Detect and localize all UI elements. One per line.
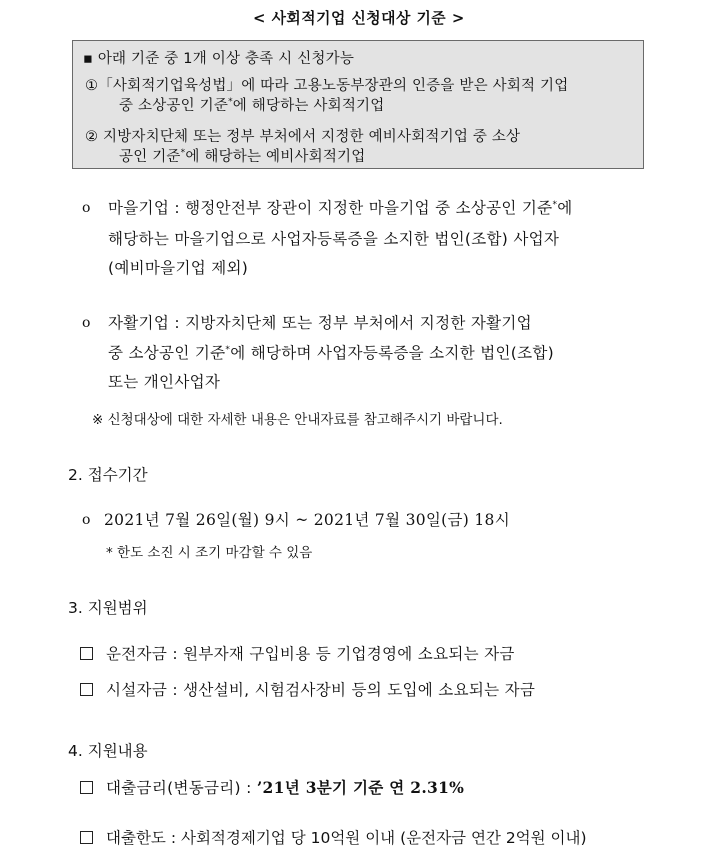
criteria-item-2-line-1: ② 지방자치단체 또는 정부 부처에서 지정한 예비사회적기업 중 소상	[85, 129, 521, 145]
criteria-item-1-text-b: 에 해당하는 사회적기업	[232, 98, 385, 114]
checkbox-square-icon	[80, 647, 93, 660]
checkbox-square-icon	[80, 781, 93, 794]
village-text-b: 에	[557, 199, 573, 217]
criteria-item-1-line-2	[119, 94, 384, 115]
asterisk-mark: *	[228, 97, 233, 107]
section-4-heading: 4. 지원내용	[68, 742, 148, 760]
support-scope-item: 시설자금 : 생산설비, 시험검사장비 등의 도입에 소요되는 자금	[106, 681, 536, 699]
loan-limit-line: 대출한도 : 사회적경제기업 당 10억원 이내 (운전자금 연간 2억원 이내)	[106, 829, 587, 847]
loan-rate-label: 대출금리(변동금리) :	[106, 779, 257, 797]
section-3-heading: 3. 지원범위	[68, 599, 148, 617]
criteria-item-2-line-2	[119, 145, 365, 166]
criteria-intro: ▪ 아래 기준 중 1개 이상 충족 시 신청가능	[83, 51, 355, 67]
bullet-o: o	[82, 315, 91, 331]
section-2-heading: 2. 접수기간	[68, 466, 148, 484]
loan-rate-line	[106, 776, 464, 798]
selfsupport-line-2	[108, 341, 554, 363]
village-text-a: 마을기업 : 행정안전부 장관이 지정한 마을기업 중 소상공인 기준	[108, 199, 553, 217]
criteria-box	[72, 40, 644, 169]
application-period: 2021년 7월 26일(월) 9시 ~ 2021년 7월 30일(금) 18시	[104, 511, 510, 529]
village-line-3: (예비마을기업 제외)	[108, 259, 249, 277]
checkbox-square-icon	[80, 831, 93, 844]
checkbox-square-icon	[80, 683, 93, 696]
selfsupport-line-3: 또는 개인사업자	[108, 373, 221, 391]
support-scope-item: 운전자금 : 원부자재 구입비용 등 기업경영에 소요되는 자금	[106, 645, 515, 663]
page-title: < 사회적기업 신청대상 기준 >	[252, 9, 465, 27]
early-close-note: * 한도 소진 시 조기 마감할 수 있음	[106, 545, 313, 561]
asterisk-mark: *	[552, 200, 558, 210]
criteria-item-2-text-b: 에 해당하는 예비사회적기업	[185, 149, 366, 165]
loan-rate-value: ’21년 3분기 기준 연 2.31%	[256, 778, 465, 797]
asterisk-mark: *	[225, 345, 231, 355]
selfsupport-text-b: 에 해당하며 사업자등록증을 소지한 법인(조합)	[230, 344, 554, 362]
selfsupport-line-1: 자활기업 : 지방자치단체 또는 정부 부처에서 지정한 자활기업	[108, 314, 532, 332]
bullet-o: o	[82, 512, 91, 528]
criteria-item-1-text-a: 중 소상공인 기준	[119, 98, 229, 114]
village-line-1	[108, 196, 573, 218]
criteria-item-1-line-1: ①「사회적기업육성법」에 따라 고용노동부장관의 인증을 받은 사회적 기업	[85, 78, 569, 94]
selfsupport-text-a: 중 소상공인 기준	[108, 344, 226, 362]
bullet-o: o	[82, 200, 91, 216]
village-line-2: 해당하는 마을기업으로 사업자등록증을 소지한 법인(조합) 사업자	[108, 230, 560, 248]
criteria-item-2-text-a: 공인 기준	[119, 149, 181, 165]
asterisk-mark: *	[180, 148, 186, 158]
reference-notice: ※ 신청대상에 대한 자세한 내용은 안내자료를 참고해주시기 바랍니다.	[92, 412, 503, 428]
